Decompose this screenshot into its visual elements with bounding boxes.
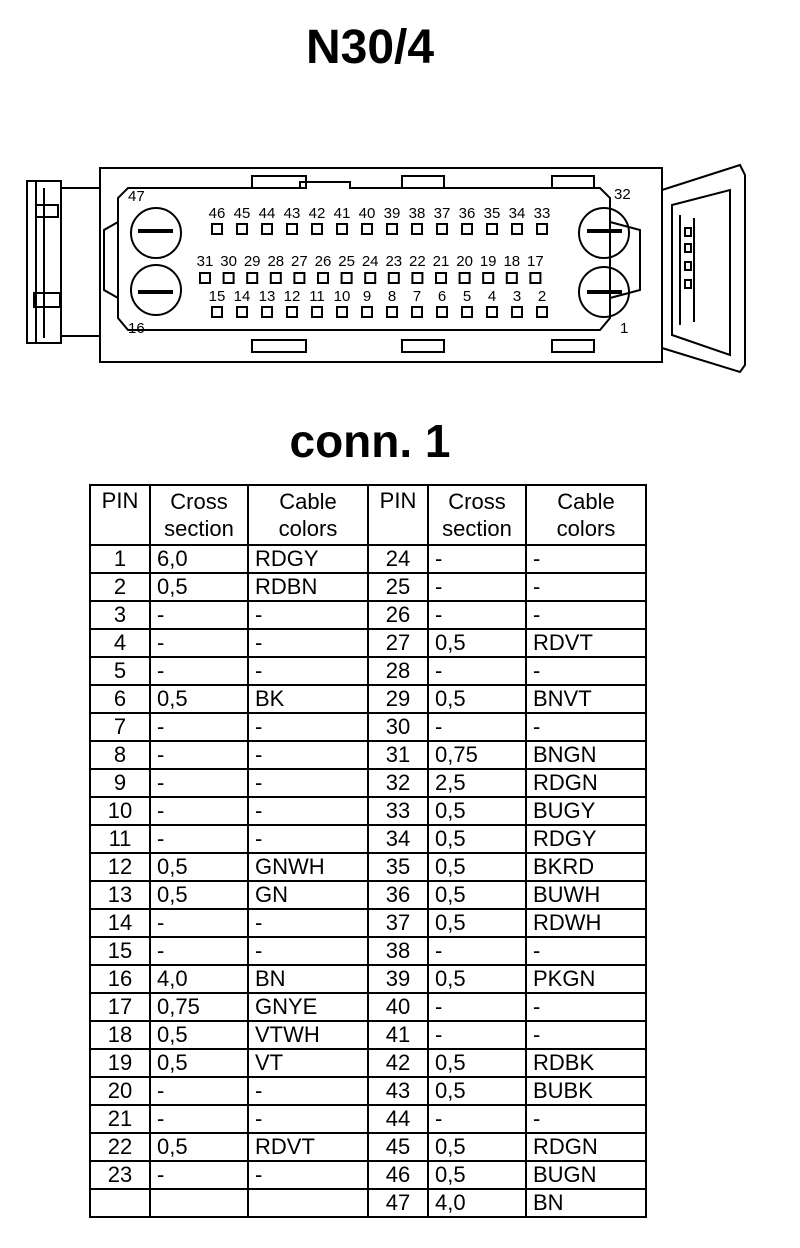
pin-socket bbox=[262, 224, 272, 234]
cell-col2: - bbox=[526, 601, 646, 629]
cell-pin: 15 bbox=[90, 937, 150, 965]
cell-pin2: 28 bbox=[368, 657, 428, 685]
pin-socket bbox=[462, 224, 472, 234]
cell-cs: - bbox=[150, 937, 248, 965]
cell-cs2: - bbox=[428, 1105, 526, 1133]
cell-cs: 0,5 bbox=[150, 1133, 248, 1161]
cell-cs2: - bbox=[428, 937, 526, 965]
pin-socket bbox=[212, 307, 222, 317]
header-cross-section: Cross section bbox=[150, 485, 248, 545]
table-row bbox=[90, 1133, 646, 1161]
pin-label: 29 bbox=[243, 253, 261, 270]
cell-col2: RDGY bbox=[526, 825, 646, 853]
cell-col: - bbox=[248, 657, 368, 685]
cell-pin2: 35 bbox=[368, 853, 428, 881]
cell-pin2: 47 bbox=[368, 1189, 428, 1217]
cell-pin2: 31 bbox=[368, 741, 428, 769]
cell-col2: BNVT bbox=[526, 685, 646, 713]
cell-cs2: 0,5 bbox=[428, 909, 526, 937]
cell-col: RDGY bbox=[248, 545, 368, 573]
cell-pin: 5 bbox=[90, 657, 150, 685]
cell-cs2: 0,75 bbox=[428, 741, 526, 769]
pin-label: 46 bbox=[208, 205, 226, 222]
cell-pin2: 43 bbox=[368, 1077, 428, 1105]
pin-label: 9 bbox=[362, 288, 372, 305]
cell-pin2: 30 bbox=[368, 713, 428, 741]
cell-pin2: 24 bbox=[368, 545, 428, 573]
cell-col2: BKRD bbox=[526, 853, 646, 881]
cell-col: - bbox=[248, 713, 368, 741]
pin-label: 13 bbox=[258, 288, 276, 305]
cell-col: RDBN bbox=[248, 573, 368, 601]
pin-socket bbox=[362, 224, 372, 234]
pin-socket bbox=[387, 307, 397, 317]
cell-cs: 4,0 bbox=[150, 965, 248, 993]
cell-col: GNYE bbox=[248, 993, 368, 1021]
pin-label: 17 bbox=[527, 253, 544, 270]
cell-pin2: 29 bbox=[368, 685, 428, 713]
cell-col2: RDGN bbox=[526, 769, 646, 797]
pin-socket bbox=[512, 307, 522, 317]
table-row bbox=[90, 1105, 646, 1133]
cell-pin2: 34 bbox=[368, 825, 428, 853]
cell-col: - bbox=[248, 825, 368, 853]
table-row bbox=[90, 657, 646, 685]
cell-pin2: 36 bbox=[368, 881, 428, 909]
pin-label: 38 bbox=[408, 205, 426, 222]
cell-cs2: 0,5 bbox=[428, 1133, 526, 1161]
table-row bbox=[90, 713, 646, 741]
screw-bottom-right bbox=[579, 267, 629, 317]
cell-pin2: 41 bbox=[368, 1021, 428, 1049]
cell-col: BK bbox=[248, 685, 368, 713]
pin-socket bbox=[271, 273, 281, 283]
cell-cs: 0,5 bbox=[150, 853, 248, 881]
table-row bbox=[90, 965, 646, 993]
pin-socket bbox=[387, 224, 397, 234]
cell-cs: 0,5 bbox=[150, 573, 248, 601]
cell-col2: - bbox=[526, 1105, 646, 1133]
pin-label: 5 bbox=[462, 288, 472, 305]
pin-socket bbox=[460, 273, 470, 283]
header-cable-colors: Cable colors bbox=[248, 485, 368, 545]
cell-col2: BUGN bbox=[526, 1161, 646, 1189]
pin-label: 8 bbox=[387, 288, 397, 305]
connector-subtitle: conn. 1 bbox=[289, 415, 451, 467]
pinout-table bbox=[89, 484, 647, 1218]
cell-pin: 11 bbox=[90, 825, 150, 853]
cell-cs: 0,75 bbox=[150, 993, 248, 1021]
cell-col: - bbox=[248, 797, 368, 825]
pin-socket bbox=[512, 224, 522, 234]
cell-pin: 19 bbox=[90, 1049, 150, 1077]
cell-col: - bbox=[248, 1161, 368, 1189]
cell-col2: BUGY bbox=[526, 797, 646, 825]
cell-col2: - bbox=[526, 993, 646, 1021]
cell-pin: 13 bbox=[90, 881, 150, 909]
cell-pin: 21 bbox=[90, 1105, 150, 1133]
pin-socket bbox=[537, 307, 547, 317]
cell-col: GN bbox=[248, 881, 368, 909]
pin-socket bbox=[224, 273, 234, 283]
cell-cs2: 0,5 bbox=[428, 825, 526, 853]
cell-pin: 2 bbox=[90, 573, 150, 601]
pin-label: 30 bbox=[220, 253, 237, 270]
connector-diagram bbox=[0, 140, 800, 380]
table-row bbox=[90, 937, 646, 965]
cell-pin2: 27 bbox=[368, 629, 428, 657]
header-pin: PIN bbox=[90, 485, 150, 545]
cell-cs2: 0,5 bbox=[428, 1077, 526, 1105]
cell-cs: 0,5 bbox=[150, 1021, 248, 1049]
header-pin-2: PIN bbox=[368, 485, 428, 545]
cell-pin2: 44 bbox=[368, 1105, 428, 1133]
table-row bbox=[90, 545, 646, 573]
cell-col2: - bbox=[526, 573, 646, 601]
cell-pin2: 25 bbox=[368, 573, 428, 601]
header-cross-section-2: Cross section bbox=[428, 485, 526, 545]
cell-col: - bbox=[248, 909, 368, 937]
pin-socket bbox=[362, 307, 372, 317]
cell-cs: - bbox=[150, 825, 248, 853]
pin-socket bbox=[200, 273, 210, 283]
cell-pin: 7 bbox=[90, 713, 150, 741]
pin-label: 33 bbox=[533, 205, 551, 222]
cell-col2: - bbox=[526, 545, 646, 573]
pin-socket bbox=[337, 224, 347, 234]
table-row bbox=[90, 1189, 646, 1217]
table-row bbox=[90, 1161, 646, 1189]
cell-pin: 20 bbox=[90, 1077, 150, 1105]
pin-label: 22 bbox=[409, 253, 426, 270]
table-row bbox=[90, 741, 646, 769]
corner-label-top-left: 47 bbox=[128, 188, 145, 205]
pin-label: 42 bbox=[308, 205, 326, 222]
table-row bbox=[90, 909, 646, 937]
pin-socket bbox=[287, 224, 297, 234]
cell-cs2: 0,5 bbox=[428, 853, 526, 881]
cell-cs: 0,5 bbox=[150, 685, 248, 713]
cell-cs: - bbox=[150, 601, 248, 629]
pin-label: 43 bbox=[283, 205, 301, 222]
cell-pin: 4 bbox=[90, 629, 150, 657]
cell-pin: 1 bbox=[90, 545, 150, 573]
cell-col2: - bbox=[526, 937, 646, 965]
cell-cs: - bbox=[150, 797, 248, 825]
cell-cs: - bbox=[150, 769, 248, 797]
cell-pin: 3 bbox=[90, 601, 150, 629]
cell-cs2: 0,5 bbox=[428, 629, 526, 657]
pin-socket bbox=[389, 273, 399, 283]
table-row bbox=[90, 853, 646, 881]
cell-pin2: 39 bbox=[368, 965, 428, 993]
cell-col2: RDBK bbox=[526, 1049, 646, 1077]
table-row bbox=[90, 993, 646, 1021]
screw-top-right bbox=[579, 208, 629, 258]
pin-socket bbox=[537, 224, 547, 234]
cell-pin2: 46 bbox=[368, 1161, 428, 1189]
pin-label: 27 bbox=[291, 253, 308, 270]
cell-cs: 6,0 bbox=[150, 545, 248, 573]
pin-label: 20 bbox=[456, 253, 473, 270]
pin-socket bbox=[212, 224, 222, 234]
cell-pin2: 32 bbox=[368, 769, 428, 797]
cell-pin2: 26 bbox=[368, 601, 428, 629]
cell-pin: 18 bbox=[90, 1021, 150, 1049]
cell-pin: 12 bbox=[90, 853, 150, 881]
pin-label: 41 bbox=[333, 205, 351, 222]
pin-label: 25 bbox=[338, 253, 355, 270]
cell-cs: - bbox=[150, 1161, 248, 1189]
table-row bbox=[90, 769, 646, 797]
pin-socket bbox=[437, 224, 447, 234]
cell-col2: BNGN bbox=[526, 741, 646, 769]
pin-socket bbox=[287, 307, 297, 317]
cell-cs: - bbox=[150, 713, 248, 741]
corner-label-bottom-left: 16 bbox=[128, 320, 145, 337]
table-row bbox=[90, 685, 646, 713]
cell-col bbox=[248, 1189, 368, 1217]
pin-socket bbox=[342, 273, 352, 283]
pin-socket bbox=[337, 307, 347, 317]
table-header-row bbox=[90, 485, 646, 545]
cell-col: VTWH bbox=[248, 1021, 368, 1049]
cell-col2: BUWH bbox=[526, 881, 646, 909]
cell-col: RDVT bbox=[248, 1133, 368, 1161]
pin-label: 6 bbox=[437, 288, 447, 305]
pin-socket bbox=[318, 273, 328, 283]
pin-label: 39 bbox=[383, 205, 401, 222]
pin-label: 19 bbox=[479, 253, 497, 270]
cell-pin: 17 bbox=[90, 993, 150, 1021]
cell-col2: RDVT bbox=[526, 629, 646, 657]
cell-cs2: 0,5 bbox=[428, 1161, 526, 1189]
pin-socket bbox=[412, 273, 422, 283]
pin-socket bbox=[247, 273, 257, 283]
cell-pin2: 37 bbox=[368, 909, 428, 937]
cell-pin2: 42 bbox=[368, 1049, 428, 1077]
pin-label: 35 bbox=[483, 205, 501, 222]
cell-col: - bbox=[248, 741, 368, 769]
cell-cs: - bbox=[150, 629, 248, 657]
cell-pin: 6 bbox=[90, 685, 150, 713]
header-cable-colors-2: Cable colors bbox=[526, 485, 646, 545]
cell-col: - bbox=[248, 1077, 368, 1105]
cell-col2: RDGN bbox=[526, 1133, 646, 1161]
cell-cs2: 0,5 bbox=[428, 797, 526, 825]
cell-cs2: - bbox=[428, 601, 526, 629]
table-row bbox=[90, 629, 646, 657]
table-row bbox=[90, 573, 646, 601]
cell-pin2: 38 bbox=[368, 937, 428, 965]
pin-label: 18 bbox=[503, 253, 521, 270]
screw-bottom-left bbox=[131, 265, 181, 315]
table-row bbox=[90, 881, 646, 909]
cell-col: - bbox=[248, 937, 368, 965]
cell-cs2: - bbox=[428, 1021, 526, 1049]
table-row bbox=[90, 601, 646, 629]
cell-cs: - bbox=[150, 657, 248, 685]
pin-label: 14 bbox=[233, 288, 251, 305]
pin-label: 23 bbox=[385, 253, 403, 270]
cell-col: - bbox=[248, 769, 368, 797]
table-row bbox=[90, 1021, 646, 1049]
pin-label: 15 bbox=[208, 288, 226, 305]
pin-socket bbox=[365, 273, 375, 283]
cell-col: GNWH bbox=[248, 853, 368, 881]
cell-cs2: 0,5 bbox=[428, 965, 526, 993]
pin-label: 44 bbox=[258, 205, 276, 222]
cell-pin: 22 bbox=[90, 1133, 150, 1161]
cell-col2: PKGN bbox=[526, 965, 646, 993]
pin-socket bbox=[412, 224, 422, 234]
pin-label: 4 bbox=[487, 288, 497, 305]
cell-col: - bbox=[248, 629, 368, 657]
pin-label: 26 bbox=[314, 253, 332, 270]
pin-socket bbox=[483, 273, 493, 283]
pin-label: 10 bbox=[333, 288, 351, 305]
cell-col2: BN bbox=[526, 1189, 646, 1217]
cell-col: VT bbox=[248, 1049, 368, 1077]
cell-cs2: 2,5 bbox=[428, 769, 526, 797]
pin-label: 28 bbox=[267, 253, 285, 270]
pin-label: 11 bbox=[309, 288, 325, 305]
cell-cs2: 4,0 bbox=[428, 1189, 526, 1217]
pin-socket bbox=[487, 224, 497, 234]
cell-pin: 14 bbox=[90, 909, 150, 937]
cell-col2: BUBK bbox=[526, 1077, 646, 1105]
pin-label: 40 bbox=[358, 205, 376, 222]
pin-label: 36 bbox=[458, 205, 476, 222]
table-row bbox=[90, 1077, 646, 1105]
cell-cs2: 0,5 bbox=[428, 881, 526, 909]
pin-socket bbox=[262, 307, 272, 317]
corner-label-top-right: 32 bbox=[614, 186, 631, 203]
cell-cs: 0,5 bbox=[150, 1049, 248, 1077]
cell-pin bbox=[90, 1189, 150, 1217]
table-row bbox=[90, 797, 646, 825]
pin-socket bbox=[507, 273, 517, 283]
cell-cs2: - bbox=[428, 993, 526, 1021]
table-row bbox=[90, 825, 646, 853]
cell-col2: - bbox=[526, 713, 646, 741]
cell-pin2: 45 bbox=[368, 1133, 428, 1161]
cell-col2: RDWH bbox=[526, 909, 646, 937]
cell-cs: - bbox=[150, 1105, 248, 1133]
cell-pin: 8 bbox=[90, 741, 150, 769]
pin-label: 31 bbox=[196, 253, 214, 270]
pin-label: 45 bbox=[233, 205, 251, 222]
pin-socket bbox=[462, 307, 472, 317]
connector-housing bbox=[100, 168, 662, 362]
cell-cs bbox=[150, 1189, 248, 1217]
cell-pin2: 40 bbox=[368, 993, 428, 1021]
cell-col: BN bbox=[248, 965, 368, 993]
cell-col2: - bbox=[526, 657, 646, 685]
cell-cs2: 0,5 bbox=[428, 685, 526, 713]
page-title: N30/4 bbox=[305, 21, 435, 74]
cell-col: - bbox=[248, 601, 368, 629]
cell-cs: - bbox=[150, 741, 248, 769]
cell-cs2: - bbox=[428, 573, 526, 601]
cell-pin: 16 bbox=[90, 965, 150, 993]
corner-label-bottom-right: 1 bbox=[620, 320, 629, 337]
cell-pin: 9 bbox=[90, 769, 150, 797]
pin-socket bbox=[294, 273, 304, 283]
cell-pin2: 33 bbox=[368, 797, 428, 825]
pin-socket bbox=[487, 307, 497, 317]
pin-socket bbox=[312, 224, 322, 234]
pin-label: 34 bbox=[508, 205, 526, 222]
pin-label: 2 bbox=[537, 288, 547, 305]
pin-socket bbox=[237, 307, 247, 317]
pin-socket bbox=[312, 307, 322, 317]
cell-cs: 0,5 bbox=[150, 881, 248, 909]
pin-socket bbox=[237, 224, 247, 234]
pin-socket bbox=[412, 307, 422, 317]
cell-pin: 10 bbox=[90, 797, 150, 825]
cell-cs: - bbox=[150, 1077, 248, 1105]
screw-top-left bbox=[131, 208, 181, 258]
pin-label: 21 bbox=[432, 253, 450, 270]
pin-socket bbox=[436, 273, 446, 283]
cell-cs: - bbox=[150, 909, 248, 937]
pin-label: 12 bbox=[283, 288, 301, 305]
pin-socket bbox=[530, 273, 540, 283]
pin-socket bbox=[437, 307, 447, 317]
cell-col2: - bbox=[526, 1021, 646, 1049]
pin-label: 37 bbox=[433, 205, 451, 222]
cell-pin: 23 bbox=[90, 1161, 150, 1189]
cell-cs2: - bbox=[428, 713, 526, 741]
pin-label: 7 bbox=[412, 288, 422, 305]
pin-label: 24 bbox=[361, 253, 379, 270]
cell-cs2: 0,5 bbox=[428, 1049, 526, 1077]
pin-label: 3 bbox=[512, 288, 522, 305]
cell-col: - bbox=[248, 1105, 368, 1133]
cell-cs2: - bbox=[428, 545, 526, 573]
cell-cs2: - bbox=[428, 657, 526, 685]
table-row bbox=[90, 1049, 646, 1077]
pin-rows bbox=[197, 205, 551, 317]
